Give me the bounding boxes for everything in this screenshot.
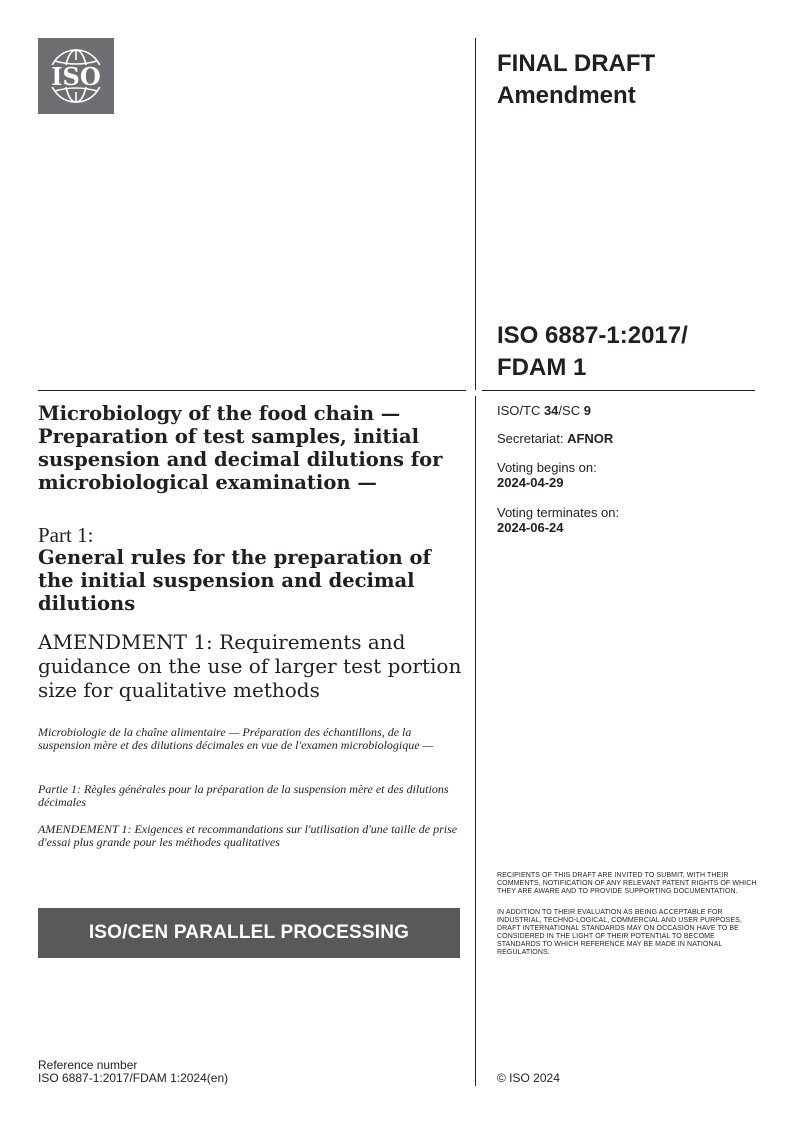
tc-prefix: ISO/TC (497, 403, 544, 418)
voting-terminates-label: Voting terminates on: (497, 505, 620, 520)
sc-prefix: /SC (558, 403, 584, 418)
amendment-title: AMENDMENT 1: Requirements and guidance on the use of larger test portion size for qualitative methods (38, 630, 462, 702)
part-label: Part 1: (38, 523, 94, 547)
french-main-title: Microbiologie de la chaîne alimentaire — Préparation des échantillons, de la suspension mère et des dilutions décimales en vue de l'examen microbiologique — (38, 725, 434, 752)
reference-line-2: FDAM 1 (497, 354, 587, 381)
right-rule (482, 390, 755, 391)
sc-number: 9 (583, 403, 591, 418)
reference-number (38, 1059, 228, 1085)
iso-logo (38, 38, 114, 114)
reference-line-1: ISO 6887-1:2017/ (497, 322, 688, 349)
document-reference (497, 320, 688, 384)
secretariat-label: Secretariat: (497, 431, 568, 446)
voting-begins-label: Voting begins on: (497, 460, 597, 475)
voting-begins-date: 2024-04-29 (497, 475, 564, 490)
main-title: Microbiology of the food chain — Preparation of test samples, initial suspension and decimal dilutions for microbiological examination — (38, 402, 443, 494)
left-rule (38, 390, 466, 391)
committee-info (497, 403, 591, 418)
french-amendment-title: AMENDEMENT 1: Exigences et recommandations sur l'utilisation d'une taille de prise d'essai plus grande pour les méthodes qualitatives (38, 822, 458, 849)
column-divider-bottom (475, 396, 476, 1086)
logo-text: ISO (51, 62, 101, 91)
french-part-title: Partie 1: Règles générales pour la préparation de la suspension mère et des dilutions décimales (38, 782, 449, 809)
globe-icon (38, 38, 114, 114)
status-line-1: FINAL DRAFT (497, 50, 656, 77)
patent-notice: RECIPIENTS OF THIS DRAFT ARE INVITED TO SUBMIT, WITH THEIR COMMENTS, NOTIFICATION OF ANY RELEVANT PATENT RIGHTS OF WHICH THEY ARE AWARE AND TO PROVIDE SUPPORTING DOCUMENTATION. (497, 872, 757, 895)
part-title: General rules for the preparation of the initial suspension and decimal dilutions (38, 546, 431, 615)
parallel-processing-banner: ISO/CEN PARALLEL PROCESSING (38, 908, 460, 958)
column-divider-top (475, 38, 476, 390)
reference-number-label: Reference number (38, 1058, 138, 1072)
copyright: © ISO 2024 (497, 1071, 560, 1085)
secretariat (497, 431, 613, 446)
evaluation-notice: IN ADDITION TO THEIR EVALUATION AS BEING ACCEPTABLE FOR INDUSTRIAL, TECHNO-LOGICAL, COMMERCIAL AND USER PURPOSES, DRAFT INTERNATIONAL STANDARDS MAY ON OCCASION HAVE TO BE CONSIDERED IN THE LIGHT OF THEIR POTENTIAL TO BECOME STANDARDS TO WHICH REFERENCE MAY BE MADE IN NATIONAL REGULATIONS. (497, 909, 742, 956)
voting-terminates (497, 505, 619, 535)
secretariat-value: AFNOR (567, 431, 614, 446)
voting-terminates-date: 2024-06-24 (497, 520, 564, 535)
reference-number-value: ISO 6887-1:2017/FDAM 1:2024(en) (38, 1071, 229, 1085)
status-line-2: Amendment (497, 82, 636, 109)
document-status (497, 48, 655, 112)
voting-begins (497, 460, 597, 490)
tc-number: 34 (543, 403, 559, 418)
